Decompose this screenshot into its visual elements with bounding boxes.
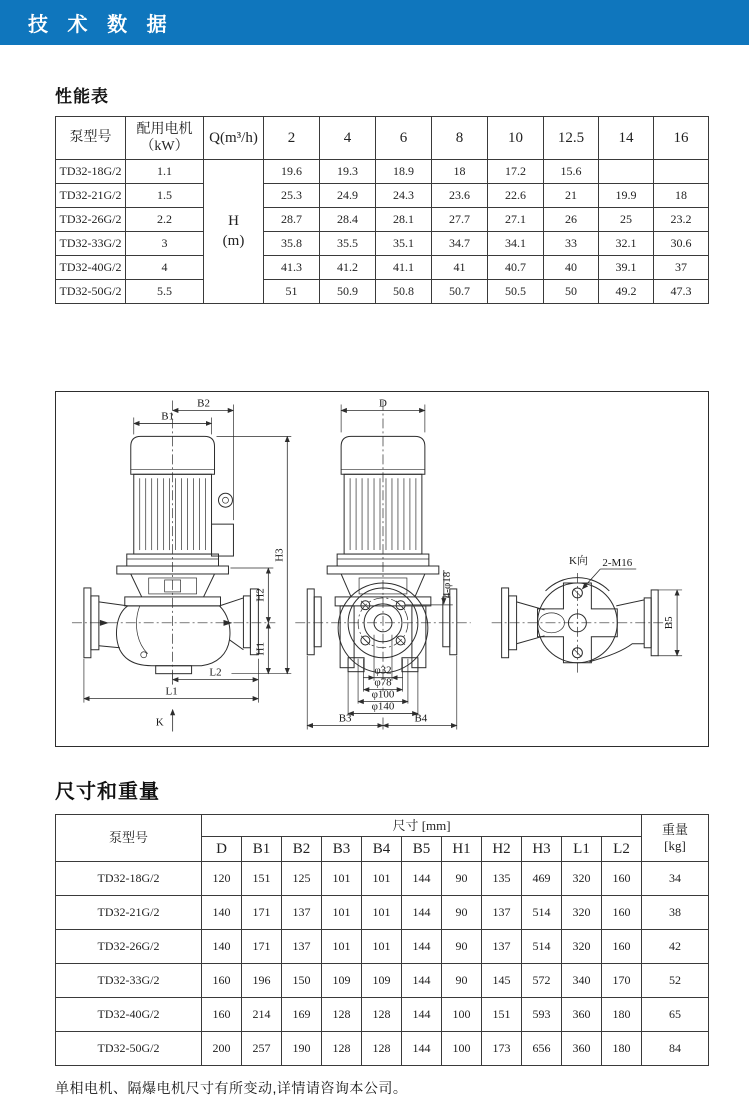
dimension-cell: 101 [322, 862, 362, 896]
dimension-cell: 360 [562, 998, 602, 1032]
head-value-cell: 41 [432, 256, 488, 280]
dimension-cell: 160 [602, 930, 642, 964]
performance-row [56, 256, 709, 280]
dimension-cell: 572 [522, 964, 562, 998]
footnote: 单相电机、隔爆电机尺寸有所变动,详情请咨询本公司。 [55, 1080, 408, 1096]
dimension-cell: 137 [482, 930, 522, 964]
thread-label: 2-M16 [602, 557, 633, 570]
model-cell: TD32-18G/2 [56, 160, 126, 184]
motor-power-line2: （kW） [140, 139, 189, 154]
model-cell: TD32-40G/2 [56, 998, 202, 1032]
dimension-cell: 144 [402, 964, 442, 998]
head-value-cell: 26 [544, 208, 599, 232]
col-dim: H1 [442, 837, 482, 862]
dimension-cell: 257 [242, 1032, 282, 1066]
dimension-cell: 320 [562, 896, 602, 930]
head-value-cell: 50.8 [376, 280, 432, 304]
dimension-cell: 180 [602, 1032, 642, 1066]
dimension-cell: 101 [362, 862, 402, 896]
col-flow-value: 8 [432, 117, 488, 160]
motor-kw-cell: 3 [126, 232, 204, 256]
model-cell: TD32-33G/2 [56, 964, 202, 998]
dim-k-label: K [155, 716, 164, 729]
dimension-cell: 151 [482, 998, 522, 1032]
head-value-cell: 23.6 [432, 184, 488, 208]
pump-drawing-svg [56, 392, 708, 746]
head-value-cell: 35.1 [376, 232, 432, 256]
weight-cell: 84 [642, 1032, 709, 1066]
dimension-cell: 200 [202, 1032, 242, 1066]
head-value-cell: 27.7 [432, 208, 488, 232]
dimension-cell: 656 [522, 1032, 562, 1066]
head-value-cell: 32.1 [599, 232, 654, 256]
dim-l2-label: L2 [209, 666, 222, 679]
dimension-cell: 144 [402, 998, 442, 1032]
head-value-cell [654, 160, 709, 184]
head-value-cell: 41.3 [264, 256, 320, 280]
head-value-cell: 50.7 [432, 280, 488, 304]
weight-cell: 42 [642, 930, 709, 964]
dimension-cell: 160 [602, 862, 642, 896]
performance-row [56, 208, 709, 232]
head-value-cell: 18 [654, 184, 709, 208]
dimension-cell: 128 [362, 1032, 402, 1066]
dim-d-label: D [379, 397, 387, 410]
dimension-cell: 144 [402, 862, 442, 896]
dimension-row [56, 896, 709, 930]
head-value-cell: 24.9 [320, 184, 376, 208]
dimension-cell: 140 [202, 896, 242, 930]
weight-cell: 52 [642, 964, 709, 998]
dimensions-table [55, 814, 709, 1066]
model-cell: TD32-26G/2 [56, 208, 126, 232]
head-value-cell: 40.7 [488, 256, 544, 280]
weight-line2: [kg] [664, 838, 686, 853]
dimension-cell: 180 [602, 998, 642, 1032]
head-value-cell: 19.6 [264, 160, 320, 184]
dimension-row [56, 964, 709, 998]
head-value-cell: 49.2 [599, 280, 654, 304]
performance-table [55, 116, 709, 304]
motor-kw-cell: 1.1 [126, 160, 204, 184]
model-cell: TD32-21G/2 [56, 896, 202, 930]
col-dim: B4 [362, 837, 402, 862]
dimension-cell: 137 [482, 896, 522, 930]
dimension-cell: 196 [242, 964, 282, 998]
performance-row [56, 232, 709, 256]
head-value-cell: 21 [544, 184, 599, 208]
head-value-cell: 39.1 [599, 256, 654, 280]
dimension-cell: 90 [442, 896, 482, 930]
dimension-cell: 109 [322, 964, 362, 998]
page-content [55, 82, 709, 1098]
performance-section-title: 性能表 [55, 87, 109, 106]
pump-drawing [55, 391, 709, 747]
head-value-cell: 35.5 [320, 232, 376, 256]
head-value-cell [599, 160, 654, 184]
dim-dia78-label: φ78 [374, 676, 392, 689]
model-cell: TD32-50G/2 [56, 280, 126, 304]
col-flow-value: 16 [654, 117, 709, 160]
head-value-cell: 34.1 [488, 232, 544, 256]
col-dim: L2 [602, 837, 642, 862]
dimension-cell: 514 [522, 896, 562, 930]
dim-b2-label: B2 [197, 397, 210, 410]
dimension-cell: 101 [362, 930, 402, 964]
head-value-cell: 28.4 [320, 208, 376, 232]
dimension-cell: 160 [602, 896, 642, 930]
head-value-cell: 50.9 [320, 280, 376, 304]
dimension-cell: 128 [362, 998, 402, 1032]
dimension-cell: 514 [522, 930, 562, 964]
performance-row [56, 184, 709, 208]
head-value-cell: 18.9 [376, 160, 432, 184]
dim-bolt-holes-label: 4-φ18 [440, 571, 453, 599]
dim-b5-label: B5 [663, 616, 676, 630]
dimension-row [56, 1032, 709, 1066]
dimension-cell: 340 [562, 964, 602, 998]
head-value-cell: 30.6 [654, 232, 709, 256]
dimension-cell: 90 [442, 862, 482, 896]
dim-b3-label: B3 [338, 712, 352, 725]
dimension-cell: 128 [322, 1032, 362, 1066]
dimension-cell: 190 [282, 1032, 322, 1066]
dim-b1-label: B1 [161, 410, 175, 423]
dimension-cell: 140 [202, 930, 242, 964]
dimension-cell: 144 [402, 930, 442, 964]
head-value-cell: 41.1 [376, 256, 432, 280]
head-value-cell: 37 [654, 256, 709, 280]
col-pump-model: 泵型号 [56, 815, 202, 862]
dimension-cell: 109 [362, 964, 402, 998]
dim-dia32-label: φ32 [374, 664, 392, 677]
col-flow-value: 6 [376, 117, 432, 160]
model-cell: TD32-40G/2 [56, 256, 126, 280]
k-view-label: K向 [568, 555, 588, 568]
dimension-cell: 173 [482, 1032, 522, 1066]
head-value-cell: 25.3 [264, 184, 320, 208]
dimension-cell: 135 [482, 862, 522, 896]
col-flow-value: 14 [599, 117, 654, 160]
head-value-cell: 47.3 [654, 280, 709, 304]
page-title: 技 术 数 据 [28, 14, 174, 36]
head-value-cell: 19.9 [599, 184, 654, 208]
weight-cell: 34 [642, 862, 709, 896]
col-dim: B5 [402, 837, 442, 862]
dimension-cell: 160 [202, 964, 242, 998]
dimensions-header-row-1 [56, 815, 709, 837]
dimension-cell: 469 [522, 862, 562, 896]
weight-cell: 65 [642, 998, 709, 1032]
head-value-cell: 15.6 [544, 160, 599, 184]
head-value-cell: 50 [544, 280, 599, 304]
col-dim: H2 [482, 837, 522, 862]
dimension-cell: 150 [282, 964, 322, 998]
col-motor-power [126, 117, 204, 160]
motor-kw-cell: 1.5 [126, 184, 204, 208]
dimension-cell: 101 [322, 930, 362, 964]
col-dim: B3 [322, 837, 362, 862]
dimension-row [56, 930, 709, 964]
dimension-cell: 151 [242, 862, 282, 896]
dimension-cell: 125 [282, 862, 322, 896]
dimensions-section-title: 尺寸和重量 [55, 781, 160, 803]
dim-dia140-label: φ140 [371, 700, 395, 713]
dim-h3-label: H3 [273, 548, 286, 562]
dimension-cell: 171 [242, 896, 282, 930]
side-view [72, 397, 291, 731]
dimension-cell: 145 [482, 964, 522, 998]
dimension-cell: 137 [282, 896, 322, 930]
col-size-group: 尺寸 [mm] [202, 815, 642, 837]
k-direction-view [492, 553, 682, 673]
head-value-cell: 17.2 [488, 160, 544, 184]
dimension-cell: 101 [322, 896, 362, 930]
dimension-cell: 169 [282, 998, 322, 1032]
dimension-cell: 320 [562, 862, 602, 896]
dimension-cell: 360 [562, 1032, 602, 1066]
motor-power-line1: 配用电机 [136, 121, 193, 137]
dimension-cell: 170 [602, 964, 642, 998]
col-flow-q: Q(m³/h) [204, 117, 264, 160]
weight-line1: 重量 [662, 822, 689, 838]
head-value-cell: 28.1 [376, 208, 432, 232]
dim-l1-label: L1 [165, 685, 178, 698]
head-value-cell: 25 [599, 208, 654, 232]
dimension-cell: 100 [442, 1032, 482, 1066]
col-flow-value: 4 [320, 117, 376, 160]
col-flow-value: 12.5 [544, 117, 599, 160]
dim-b4-label: B4 [414, 712, 428, 725]
dimension-cell: 214 [242, 998, 282, 1032]
motor-kw-cell: 2.2 [126, 208, 204, 232]
col-dim: B1 [242, 837, 282, 862]
dimension-row [56, 862, 709, 896]
col-dim: L1 [562, 837, 602, 862]
head-value-cell: 28.7 [264, 208, 320, 232]
front-view [295, 397, 470, 729]
col-dim: D [202, 837, 242, 862]
head-value-cell: 33 [544, 232, 599, 256]
performance-table-body [56, 160, 709, 304]
motor-kw-cell: 4 [126, 256, 204, 280]
dimension-cell: 100 [442, 998, 482, 1032]
dim-dia100-label: φ100 [371, 688, 395, 701]
dimension-cell: 137 [282, 930, 322, 964]
model-cell: TD32-18G/2 [56, 862, 202, 896]
model-cell: TD32-21G/2 [56, 184, 126, 208]
dimension-cell: 120 [202, 862, 242, 896]
head-value-cell: 51 [264, 280, 320, 304]
model-cell: TD32-33G/2 [56, 232, 126, 256]
head-value-cell: 50.5 [488, 280, 544, 304]
head-value-cell: 22.6 [488, 184, 544, 208]
dim-h2-label: H2 [254, 588, 267, 602]
performance-header-row [56, 117, 709, 160]
col-pump-model: 泵型号 [56, 117, 126, 160]
dimension-cell: 320 [562, 930, 602, 964]
dimension-cell: 144 [402, 1032, 442, 1066]
col-dim: H3 [522, 837, 562, 862]
head-value-cell: 40 [544, 256, 599, 280]
head-value-cell: 23.2 [654, 208, 709, 232]
col-dim: B2 [282, 837, 322, 862]
model-cell: TD32-50G/2 [56, 1032, 202, 1066]
head-value-cell: 18 [432, 160, 488, 184]
model-cell: TD32-26G/2 [56, 930, 202, 964]
head-value-cell: 24.3 [376, 184, 432, 208]
head-value-cell: 41.2 [320, 256, 376, 280]
dimension-row [56, 998, 709, 1032]
dimension-cell: 593 [522, 998, 562, 1032]
dim-table-body [56, 862, 709, 1066]
dim-h1-label: H1 [254, 642, 267, 656]
performance-row [56, 160, 709, 184]
motor-kw-cell: 5.5 [126, 280, 204, 304]
head-value-cell: 19.3 [320, 160, 376, 184]
dimension-cell: 144 [402, 896, 442, 930]
performance-row [56, 280, 709, 304]
head-value-cell: 34.7 [432, 232, 488, 256]
dimension-cell: 90 [442, 964, 482, 998]
head-value-cell: 35.8 [264, 232, 320, 256]
col-flow-value: 10 [488, 117, 544, 160]
weight-cell: 38 [642, 896, 709, 930]
col-weight [642, 815, 709, 862]
page-header-bar [0, 0, 749, 45]
col-flow-value: 2 [264, 117, 320, 160]
dimension-cell: 101 [362, 896, 402, 930]
head-unit-cell: H (m) [204, 160, 264, 304]
dimension-cell: 90 [442, 930, 482, 964]
dimension-cell: 128 [322, 998, 362, 1032]
head-value-cell: 27.1 [488, 208, 544, 232]
dimension-cell: 171 [242, 930, 282, 964]
dimension-cell: 160 [202, 998, 242, 1032]
